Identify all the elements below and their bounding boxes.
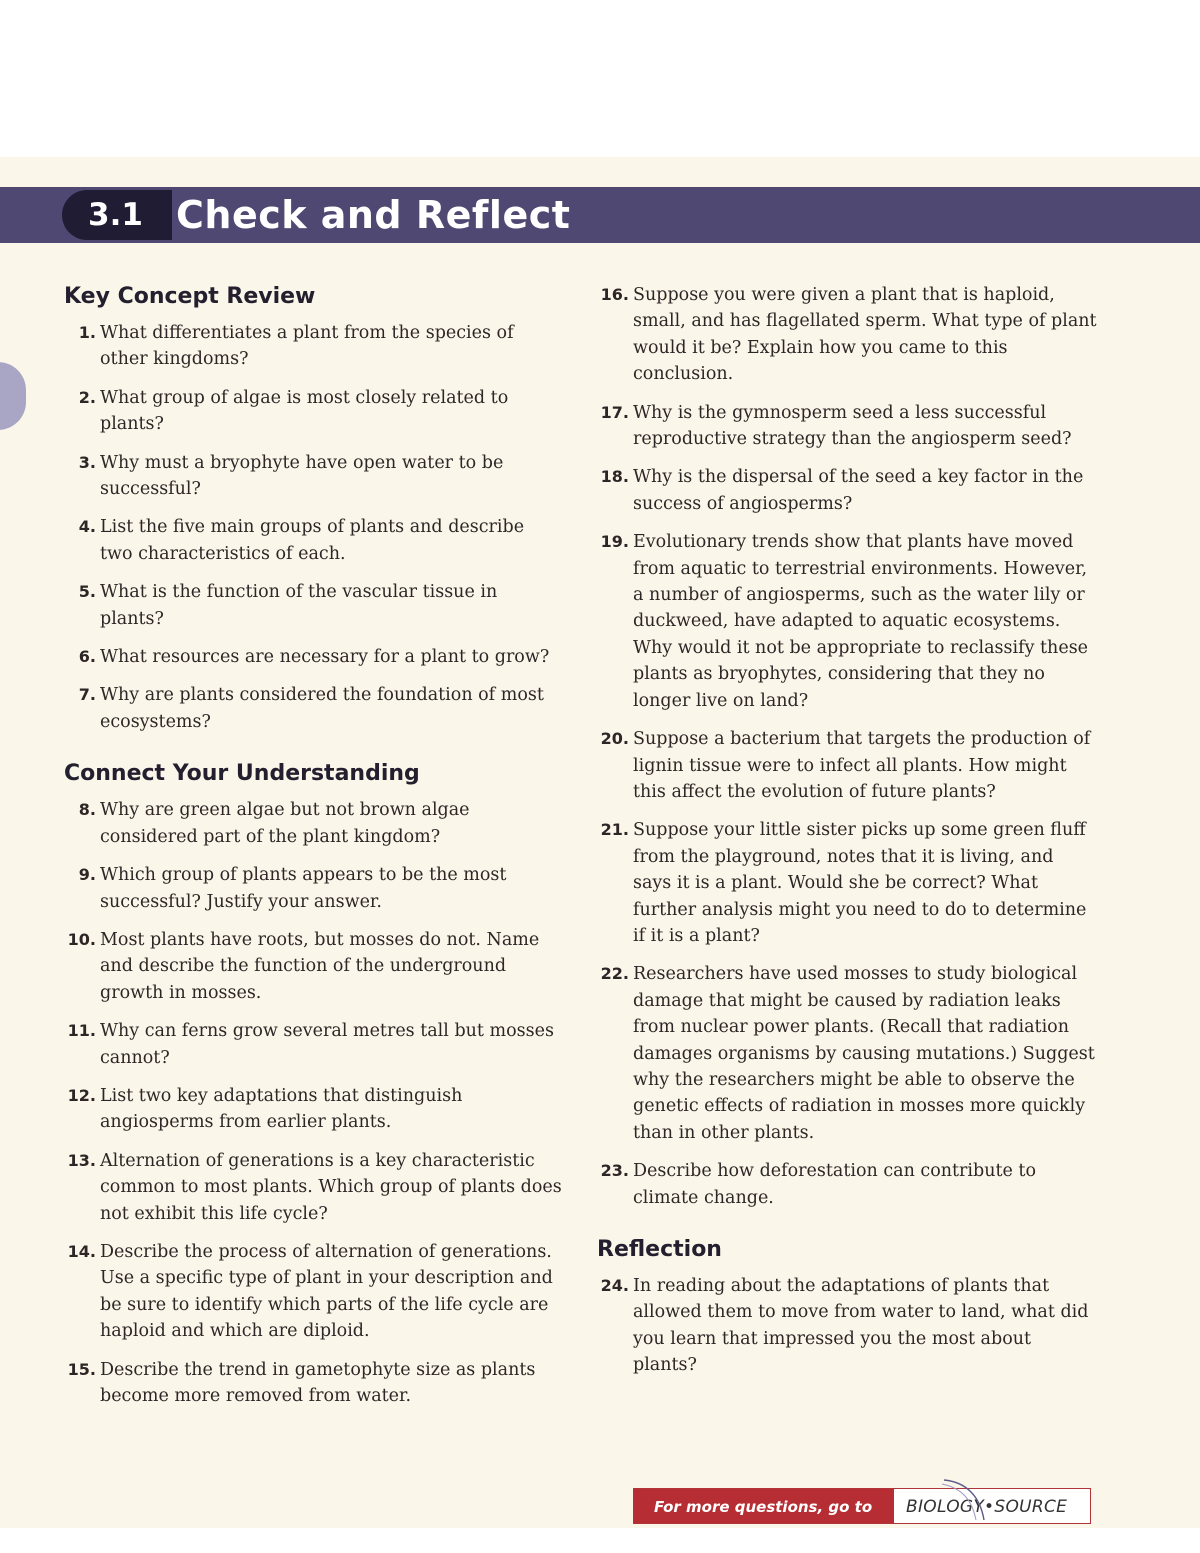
question-number: 15. — [67, 1359, 96, 1379]
question-21 — [597, 817, 1097, 949]
question-text: Describe the process of alternation of generations. Use a specific type of plant in your description and be sure to identify which parts of the life cycle are haploid and which are diploid. — [100, 1241, 553, 1342]
question-20 — [597, 726, 1097, 805]
question-3 — [64, 450, 562, 503]
heading-reflection: Reflection — [597, 1237, 722, 1262]
question-number: 18. — [600, 467, 629, 487]
question-24 — [597, 1273, 1097, 1379]
question-text: Suppose a bacterium that targets the production of lignin tissue were to infect all plants. How might this affect the evolution of future plants? — [633, 729, 1091, 802]
question-number: 16. — [600, 285, 629, 304]
question-19 — [597, 529, 1097, 714]
question-number: 7. — [78, 685, 96, 705]
question-text: Which group of plants appears to be the most successful? Justify your answer. — [100, 865, 507, 912]
question-number: 2. — [78, 387, 96, 407]
question-13 — [64, 1148, 562, 1227]
heading-connect-your-understanding: Connect Your Understanding — [64, 761, 420, 787]
question-number: 5. — [78, 582, 96, 602]
biology-source-logo: BIOLOGY•SOURCE — [894, 1489, 1090, 1523]
question-number: 9. — [78, 865, 96, 885]
question-number: 20. — [600, 729, 629, 749]
question-11 — [64, 1018, 562, 1071]
question-number: 6. — [78, 647, 96, 667]
question-text: Why can ferns grow several metres tall but mosses cannot? — [100, 1021, 554, 1068]
question-4 — [64, 514, 562, 567]
swoosh-icon — [940, 1474, 992, 1524]
question-text: What is the function of the vascular tissue in plants? — [100, 582, 498, 629]
more-questions-prompt: For more questions, go to — [634, 1489, 894, 1523]
question-number: 3. — [78, 452, 96, 472]
more-questions-link[interactable] — [633, 1488, 1091, 1524]
question-text: What differentiates a plant from the species of other kingdoms? — [100, 323, 514, 370]
question-text: Suppose your little sister picks up some green fluff from the playground, notes that it is living, and says it is a plant. Would she be correct? What further analysis might you need to do to determine if it is a plant? — [633, 820, 1087, 946]
question-text: Alternation of generations is a key characteristic common to most plants. Which group of plants does not exhibit this life cycle? — [100, 1150, 562, 1224]
question-text: Why must a bryophyte have open water to be successful? — [100, 452, 504, 500]
question-number: 8. — [78, 800, 96, 820]
question-22 — [597, 961, 1097, 1146]
question-number: 10. — [67, 929, 96, 949]
question-8 — [64, 797, 562, 850]
question-number: 21. — [600, 820, 629, 840]
question-text: Why is the gymnosperm seed a less successful reproductive strategy than the angiosperm seed? — [633, 402, 1072, 450]
left-column — [64, 282, 562, 1421]
question-text: Why is the dispersal of the seed a key factor in the success of angiosperms? — [633, 467, 1084, 514]
question-1 — [64, 320, 562, 373]
question-number: 1. — [78, 323, 96, 342]
question-text: List two key adaptations that distinguish angiosperms from earlier plants. — [100, 1085, 463, 1133]
question-14 — [64, 1239, 562, 1345]
question-7 — [64, 682, 562, 735]
question-16 — [597, 282, 1097, 388]
question-number: 12. — [67, 1085, 96, 1105]
question-23 — [597, 1158, 1097, 1211]
question-text: Most plants have roots, but mosses do not. Name and describe the function of the underground growth in mosses. — [100, 929, 540, 1003]
question-text: Researchers have used mosses to study biological damage that might be caused by radiation leaks from nuclear power plants. (Recall that radiation damages organisms by causing mutations.) Suggest why the researchers might be able to observe the genetic effects of radiation in mosses more quickly than in other plants. — [633, 964, 1095, 1143]
question-12 — [64, 1083, 562, 1136]
section-number: 3.1 — [88, 197, 143, 233]
question-text: Describe the trend in gametophyte size as plants become more removed from water. — [100, 1359, 536, 1406]
page-title: Check and Reflect — [176, 193, 571, 237]
question-text: List the five main groups of plants and describe two characteristics of each. — [100, 517, 525, 564]
question-text: Suppose you were given a plant that is haploid, small, and has flagellated sperm. What type of plant would it be? Explain how you came to this conclusion. — [633, 285, 1097, 385]
question-text: Describe how deforestation can contribute to climate change. — [633, 1161, 1037, 1208]
question-text: What resources are necessary for a plant to grow? — [100, 647, 550, 668]
question-17 — [597, 400, 1097, 453]
question-text: Evolutionary trends show that plants have moved from aquatic to terrestrial environments. However, a number of angiosperms, such as the water lily or duckweed, have adapted to aquatic ecosystems. Why would it not be appropriate to reclassify these plants as bryophytes, considering that they no longer live on land? — [633, 532, 1089, 711]
question-15 — [64, 1357, 562, 1410]
question-number: 24. — [600, 1276, 629, 1295]
question-number: 17. — [600, 402, 629, 422]
question-text: What group of algae is most closely related to plants? — [100, 387, 509, 435]
question-10 — [64, 927, 562, 1006]
question-9 — [64, 862, 562, 915]
right-column — [597, 282, 1097, 1391]
question-number: 4. — [78, 517, 96, 537]
question-text: Why are plants considered the foundation of most ecosystems? — [100, 685, 544, 732]
question-5 — [64, 579, 562, 632]
question-18 — [597, 464, 1097, 517]
question-number: 14. — [67, 1241, 96, 1261]
heading-key-concept-review: Key Concept Review — [64, 284, 316, 309]
question-text: In reading about the adaptations of plants that allowed them to move from water to land, what did you learn that impressed you the most about plants? — [633, 1276, 1089, 1376]
question-6 — [64, 644, 562, 670]
question-number: 22. — [600, 964, 629, 984]
question-number: 23. — [600, 1161, 629, 1181]
question-number: 19. — [600, 532, 629, 552]
question-number: 13. — [67, 1150, 96, 1170]
question-text: Why are green algae but not brown algae considered part of the plant kingdom? — [100, 800, 470, 847]
question-2 — [64, 385, 562, 438]
question-number: 11. — [67, 1021, 96, 1041]
